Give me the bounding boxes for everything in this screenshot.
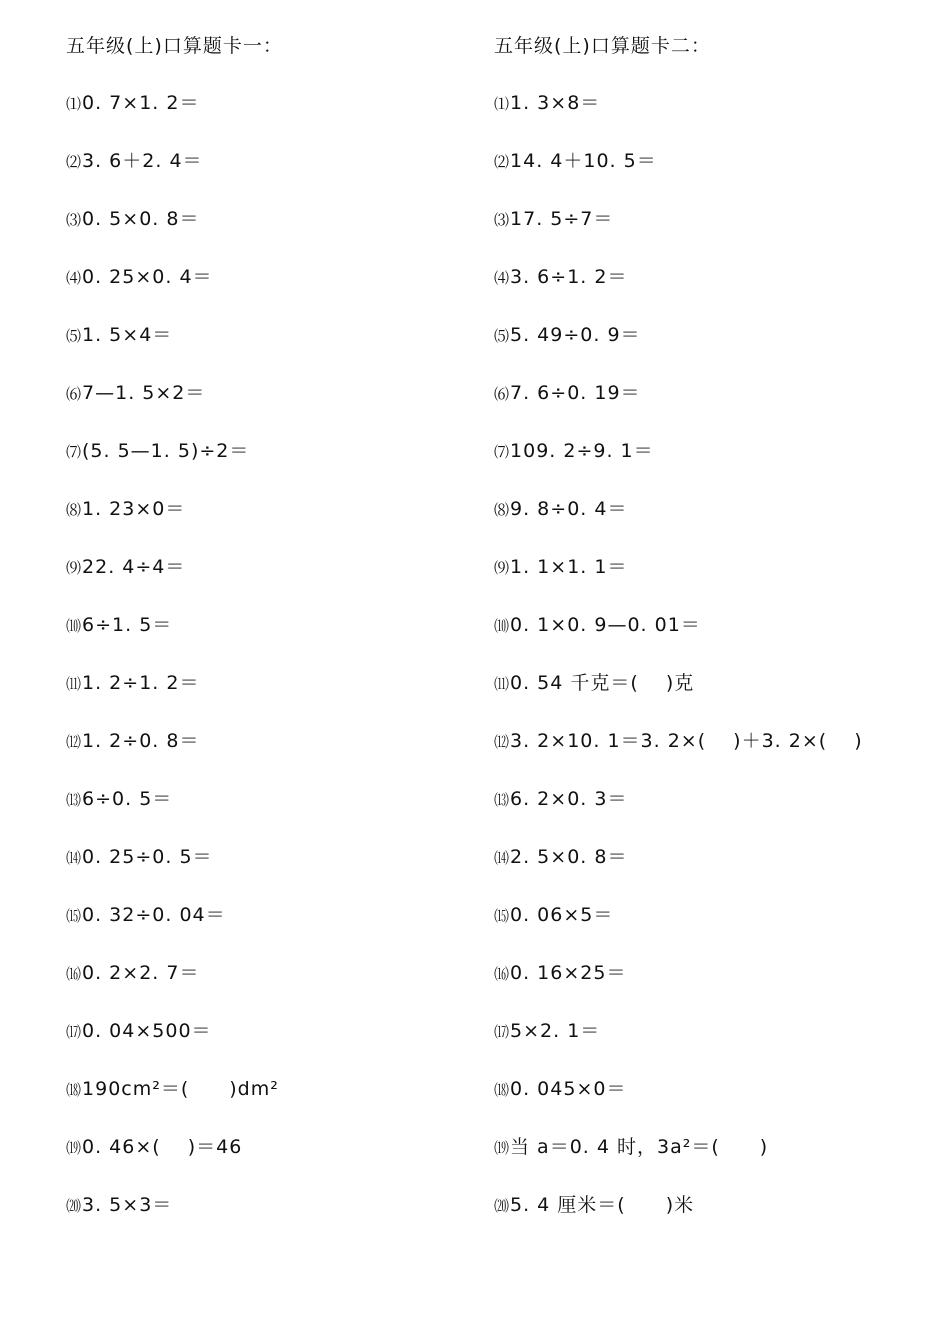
problem-number: ⑸ — [66, 327, 82, 345]
problem-expression: 1. 2÷0. 8＝ — [82, 730, 200, 752]
problem-number: ⒂ — [494, 907, 510, 925]
problem-number: ⑴ — [494, 95, 510, 113]
problem-item — [66, 552, 496, 610]
problem-expression: 1. 1×1. 1＝ — [510, 556, 628, 578]
problem-item — [66, 726, 496, 784]
problem-item — [494, 552, 934, 610]
problem-number: ⑷ — [66, 269, 82, 287]
problem-expression: 5×2. 1＝ — [510, 1020, 601, 1042]
problem-expression: 0. 2×2. 7＝ — [82, 962, 200, 984]
problem-expression: 6÷1. 5＝ — [82, 614, 173, 636]
problem-item — [66, 1190, 496, 1248]
problem-number: ⑻ — [66, 501, 82, 519]
problem-expression: 190cm²＝( )dm² — [82, 1078, 279, 1100]
problem-number: ⒃ — [66, 965, 82, 983]
problem-item — [66, 784, 496, 842]
problem-expression: 0. 5×0. 8＝ — [82, 208, 200, 230]
problem-number: ⑼ — [66, 559, 82, 577]
problem-item — [494, 436, 934, 494]
problem-expression: 6. 2×0. 3＝ — [510, 788, 628, 810]
problem-number: ⑵ — [494, 153, 510, 171]
problem-number: ⒄ — [66, 1023, 82, 1041]
problem-expression: 0. 06×5＝ — [510, 904, 614, 926]
problem-number: ⒅ — [494, 1081, 510, 1099]
problem-number: ⒂ — [66, 907, 82, 925]
problem-expression: 0. 32÷0. 04＝ — [82, 904, 226, 926]
problem-item — [494, 262, 934, 320]
problem-item — [494, 88, 934, 146]
problem-expression: 0. 25÷0. 5＝ — [82, 846, 213, 868]
card-title: 五年级(上)口算题卡一： — [66, 35, 283, 57]
problem-number: ⑺ — [66, 443, 82, 461]
problem-expression: 2. 5×0. 8＝ — [510, 846, 628, 868]
problem-expression: 1. 3×8＝ — [510, 92, 601, 114]
problem-expression: 1. 23×0＝ — [82, 498, 186, 520]
problem-expression: 0. 1×0. 9—0. 01＝ — [510, 614, 701, 636]
problem-expression: 0. 04×500＝ — [82, 1020, 212, 1042]
card-title: 五年级(上)口算题卡二： — [494, 35, 711, 57]
problem-number: ⒀ — [494, 791, 510, 809]
problem-number: ⑼ — [494, 559, 510, 577]
problem-item — [494, 610, 934, 668]
problem-number: ⑶ — [494, 211, 510, 229]
problem-number: ⒆ — [494, 1139, 510, 1157]
problem-item — [66, 494, 496, 552]
problem-number: ⑽ — [494, 617, 510, 635]
oral-calc-card-2 — [494, 30, 934, 1248]
problem-number: ⑺ — [494, 443, 510, 461]
problem-number: ⒁ — [66, 849, 82, 867]
problem-expression: 9. 8÷0. 4＝ — [510, 498, 628, 520]
problem-item — [494, 958, 934, 1016]
oral-calc-card-1 — [66, 30, 496, 1248]
problem-item — [66, 900, 496, 958]
problem-item — [494, 378, 934, 436]
problem-number: ⒇ — [494, 1197, 510, 1215]
problem-expression: 17. 5÷7＝ — [510, 208, 614, 230]
problem-expression: 3. 6＋2. 4＝ — [82, 150, 203, 172]
problem-number: ⑷ — [494, 269, 510, 287]
problem-number: ⑻ — [494, 501, 510, 519]
problem-number: ⑽ — [66, 617, 82, 635]
problem-item — [494, 726, 934, 784]
problem-item — [494, 320, 934, 378]
problem-number: ⑾ — [494, 675, 510, 693]
problem-number: ⑵ — [66, 153, 82, 171]
problem-item — [494, 494, 934, 552]
problem-item — [66, 1016, 496, 1074]
problem-item — [66, 320, 496, 378]
problem-item — [66, 610, 496, 668]
problem-number: ⑹ — [66, 385, 82, 403]
problem-item — [66, 146, 496, 204]
problem-expression: 5. 49÷0. 9＝ — [510, 324, 641, 346]
problem-expression: 0. 7×1. 2＝ — [82, 92, 200, 114]
problem-number: ⒅ — [66, 1081, 82, 1099]
problem-item — [66, 1074, 496, 1132]
problem-item — [66, 436, 496, 494]
problem-number: ⑾ — [66, 675, 82, 693]
problem-number: ⑴ — [66, 95, 82, 113]
problem-number: ⑿ — [66, 733, 82, 751]
problem-expression: 0. 16×25＝ — [510, 962, 627, 984]
problem-expression: 0. 46×( )＝46 — [82, 1136, 243, 1158]
problem-number: ⒇ — [66, 1197, 82, 1215]
problem-expression: (5. 5—1. 5)÷2＝ — [82, 440, 250, 462]
problem-expression: 3. 5×3＝ — [82, 1194, 173, 1216]
problem-list — [66, 88, 496, 1248]
problem-item — [66, 88, 496, 146]
problem-expression: 0. 54 千克＝( )克 — [510, 672, 695, 694]
problem-number: ⑿ — [494, 733, 510, 751]
problem-item — [66, 1132, 496, 1190]
problem-item — [494, 842, 934, 900]
problem-item — [494, 146, 934, 204]
problem-expression: 6÷0. 5＝ — [82, 788, 173, 810]
problem-number: ⒁ — [494, 849, 510, 867]
problem-item — [494, 204, 934, 262]
problem-expression: 当 a＝0. 4 时，3a²＝( ) — [510, 1136, 769, 1158]
problem-item — [66, 262, 496, 320]
problem-item — [494, 784, 934, 842]
problem-number: ⒄ — [494, 1023, 510, 1041]
problem-item — [66, 204, 496, 262]
problem-item — [494, 668, 934, 726]
problem-number: ⒃ — [494, 965, 510, 983]
problem-expression: 0. 25×0. 4＝ — [82, 266, 213, 288]
problem-number: ⑹ — [494, 385, 510, 403]
problem-item — [66, 378, 496, 436]
problem-expression: 14. 4＋10. 5＝ — [510, 150, 657, 172]
problem-item — [494, 1190, 934, 1248]
problem-expression: 109. 2÷9. 1＝ — [510, 440, 654, 462]
problem-number: ⑸ — [494, 327, 510, 345]
problem-number: ⒆ — [66, 1139, 82, 1157]
problem-number: ⑶ — [66, 211, 82, 229]
problem-expression: 3. 2×10. 1＝3. 2×( )＋3. 2×( ) — [510, 730, 863, 752]
problem-item — [66, 958, 496, 1016]
problem-list — [494, 88, 934, 1248]
problem-expression: 1. 2÷1. 2＝ — [82, 672, 200, 694]
problem-item — [66, 842, 496, 900]
problem-item — [494, 1074, 934, 1132]
problem-expression: 3. 6÷1. 2＝ — [510, 266, 628, 288]
problem-expression: 7—1. 5×2＝ — [82, 382, 206, 404]
problem-expression: 0. 045×0＝ — [510, 1078, 627, 1100]
problem-expression: 1. 5×4＝ — [82, 324, 173, 346]
problem-item — [494, 900, 934, 958]
problem-item — [494, 1132, 934, 1190]
problem-number: ⒀ — [66, 791, 82, 809]
problem-expression: 22. 4÷4＝ — [82, 556, 186, 578]
problem-item — [66, 668, 496, 726]
problem-expression: 7. 6÷0. 19＝ — [510, 382, 641, 404]
problem-item — [494, 1016, 934, 1074]
problem-expression: 5. 4 厘米＝( )米 — [510, 1194, 695, 1216]
